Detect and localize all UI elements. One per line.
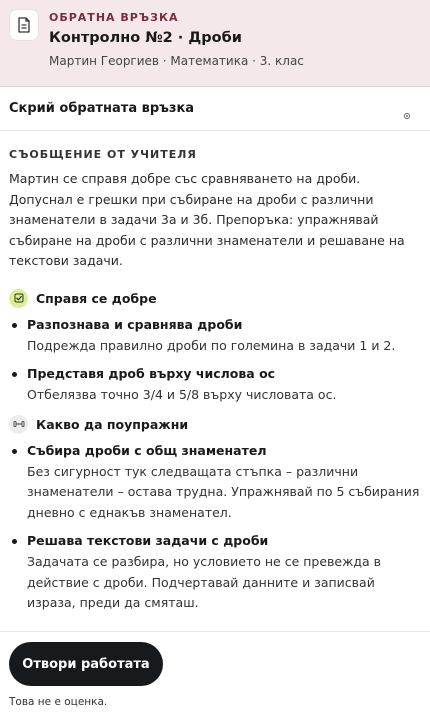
document-icon [9, 9, 39, 41]
dot-icon [403, 105, 411, 113]
footer-divider [0, 631, 430, 632]
hide-feedback-label: Скрий обратната връзка [9, 101, 195, 116]
hide-feedback-toggle[interactable] [0, 88, 430, 131]
item-desc: Задачата се разбира, но условието не се превежда в действие с дроби. Подчертавай данните и записвай израза, преди да смяташ. [27, 554, 382, 610]
to-practice-list [9, 442, 421, 614]
feedback-header [0, 0, 430, 87]
item-title: Разпознава и сравнява дроби [27, 316, 243, 332]
item-title: Решава текстови задачи с дроби [27, 533, 269, 548]
list-item [9, 532, 421, 614]
feedback-content [9, 148, 421, 623]
list-item [9, 442, 421, 524]
check-icon [9, 289, 28, 308]
list-item [9, 316, 421, 357]
item-desc: Без сигурност тук следващата стъпка – различни знаменатели – остава трудна. Упражнявай по 5 събирания дневно с еднакъв знаменател. [27, 463, 420, 520]
to-practice-title: Какво да поупражни [36, 416, 189, 432]
header-kicker: ОБРАТНА ВРЪЗКА [49, 11, 179, 24]
doing-well-heading [9, 289, 421, 308]
to-practice-heading [9, 415, 421, 434]
doing-well-list [9, 316, 421, 406]
header-meta: Мартин Георгиев · Математика · 3. клас [49, 54, 304, 68]
open-work-button[interactable]: Отвори работата [9, 642, 163, 686]
teacher-message-text: Мартин се справя добре със сравняването на дроби. Допуснал е грешки при събиране на дроби с различни знаменатели в задачи 3а и 3б. Препоръка: упражнявай събиране на дроби с различни знаменатели и решаване на текстови задачи. [9, 171, 405, 268]
not-a-grade-note: Това не е оценка. [9, 696, 108, 708]
page-title: Контролно №2 · Дроби [49, 30, 242, 46]
list-item [9, 365, 421, 406]
teacher-message-kicker: СЪОБЩЕНИЕ ОТ УЧИТЕЛЯ [9, 148, 197, 161]
item-title: Събира дроби с общ знаменател [27, 442, 267, 458]
item-desc: Подрежда правилно дроби по големина в задачи 1 и 2. [27, 337, 396, 353]
dumbbell-icon [9, 415, 28, 434]
doing-well-title: Справя се добре [36, 290, 157, 306]
item-desc: Отбелязва точно 3/4 и 5/8 върху числовата ос. [27, 387, 337, 402]
item-title: Представя дроб върху числова ос [27, 366, 276, 381]
